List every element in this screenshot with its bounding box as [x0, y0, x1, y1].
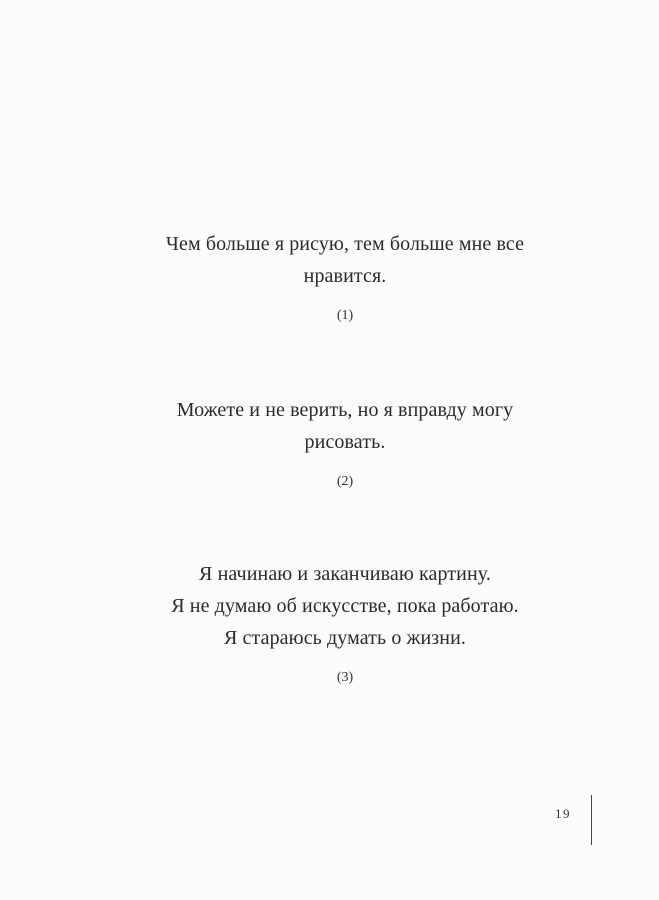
- page-number-rule: [591, 795, 592, 845]
- quote-3: [0, 558, 659, 688]
- quote-number: (1): [336, 308, 354, 323]
- quote-number: (2): [336, 474, 354, 489]
- quote-line: Я стараюсь думать о жизни.: [224, 627, 466, 649]
- quote-line: Я начинаю и заканчиваю картину.: [199, 563, 491, 585]
- page-number: 19: [555, 806, 571, 821]
- quote-line: Можете и не верить, но я вправду могу: [176, 399, 514, 421]
- quote-line: Я не думаю об искусстве, пока работаю.: [171, 595, 519, 617]
- quote-number: (3): [336, 670, 354, 685]
- quote-1: [0, 228, 659, 326]
- quote-line: нравится.: [303, 265, 387, 287]
- quote-line: рисовать.: [304, 431, 386, 453]
- quote-2: [0, 394, 659, 492]
- quote-line: Чем больше я рисую, тем больше мне все: [165, 233, 525, 255]
